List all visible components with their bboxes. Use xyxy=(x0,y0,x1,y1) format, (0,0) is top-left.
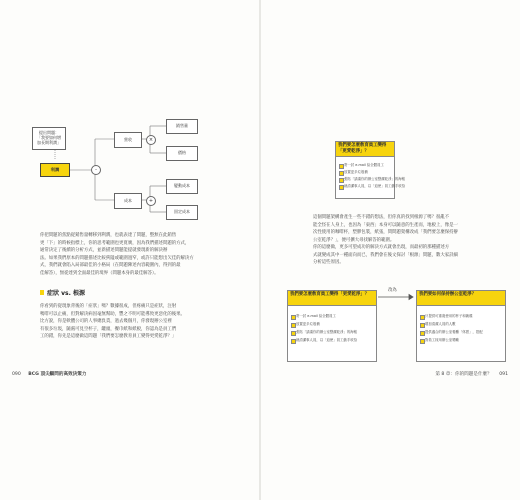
sales-volume-node: 銷售量 xyxy=(166,119,198,134)
callout-line-1: 提出問題： xyxy=(39,130,59,136)
tree-connectors xyxy=(0,0,259,220)
right-page-number: 091 xyxy=(499,372,508,377)
change-arrow xyxy=(261,0,520,500)
section-line: 嗎啡可以止痛，但對解決病因毫無幫助，豐之不明可能導致更惡化的後果。 xyxy=(40,311,185,317)
after-panel xyxy=(416,290,506,362)
left-footer xyxy=(12,371,86,377)
left-body-line: 你把問題的焦點從銷售量轉移到利潤，也就表達了問題，整無在此銷售 xyxy=(40,233,177,238)
left-page-number: 090 xyxy=(12,372,21,377)
book-title: BCG 頂尖顧問的高效決策力 xyxy=(28,372,87,377)
section-line: 工的錯，你先是這麼做這問題「我們要怎麼敎育員工變得更愛乾淨？」 xyxy=(40,334,177,339)
top-panel-title: 我們要怎麼敎育員工變得「更愛乾淨」？ xyxy=(336,142,394,157)
after-item: 對員工採用辦公室獎勵 xyxy=(425,338,459,342)
section-title: 症狀 vs. 根源 xyxy=(47,290,85,297)
right-footer xyxy=(435,371,508,377)
callout-line-2: 「我要如何增 xyxy=(37,135,61,141)
revenue-node: 營收 xyxy=(114,132,142,148)
cost-node: 成本 xyxy=(114,193,142,209)
left-body-line: 更「下」的時候指標上，你的思考範圍也更寬廣，因為我們描述問題的方式， xyxy=(40,240,190,246)
chapter-title: 第 8 章：你的問題是什麼？ xyxy=(435,372,492,377)
section-heading xyxy=(40,288,85,297)
top-panel-item: 放置更多垃圾桶 xyxy=(344,170,368,174)
section-line: 有很多垃圾，隨處可見空杯子，罐頭，餐巾紙和紙板，你認為是員工們 xyxy=(40,326,177,332)
section-line: 比方說，你是軟體公司的人事總負責，過去幾個月，你發現辦公室裡 xyxy=(40,319,172,324)
right-body-line: 次性使用的咖啡杯，塑膠包裝，紙張，問問題架構改成「我們要怎麼保持辦 xyxy=(313,230,458,235)
right-body-line: 分析這些原因。 xyxy=(313,260,344,265)
top-panel-item: 張貼「請讓你的辦公室整潔乾淨」的海報 xyxy=(344,177,406,181)
right-page xyxy=(261,0,520,500)
section-paragraph xyxy=(40,303,185,341)
times-operator: × xyxy=(146,135,156,145)
profit-node: 利潤 xyxy=(40,163,70,177)
top-panel-item: 寄一封 e-mail 給全體員工 xyxy=(344,163,384,167)
left-body-line: 通常決定了後續的分析方式，並新描述問題能提就發現新的解決辦 xyxy=(40,248,168,253)
fixed-cost-node: 固定成本 xyxy=(166,205,198,220)
left-body-line: 式，我們就會陷入局部最佳的小格局（在問題陳述內容範圍內，得到的最 xyxy=(40,263,181,268)
left-body-line: 佳解答），無從達到全面最佳的境界（問題本身的最佳解答）。 xyxy=(40,270,159,276)
change-label: 改為 xyxy=(388,288,397,293)
plus-operator: + xyxy=(146,196,156,206)
problem-callout xyxy=(32,127,66,150)
after-item: 只提供可重複使用的杯子和碗碟 xyxy=(425,314,473,318)
heading-marker xyxy=(40,290,44,295)
right-body-line: 式就變成其中一種面向而已，我們會在後文探討「根源」問題，數大家詳細 xyxy=(313,252,458,258)
before-item: 寄一封 e-mail 給全體員工 xyxy=(296,314,336,318)
after-item: 增加清潔人員的人數 xyxy=(425,322,456,326)
variable-cost-node: 變動成本 xyxy=(166,179,198,194)
before-panel-title: 我們要怎麼敎育員工變得「更愛乾淨」？ xyxy=(288,291,376,306)
after-item: 提供適合的辦公室餐廳「休憩」，搭配 xyxy=(425,330,483,334)
right-body-line: 這個問題架構會產生一些不錯的想法，但你真的找到根源了嗎？很亂不 xyxy=(313,215,450,220)
right-body-line: 能全怪在人身上，也因為「東西」本身可以隨意的生產而，地板上，像是一 xyxy=(313,222,458,228)
top-panel-item: 就清潔事人員，以「迫使」員工動手收拾 xyxy=(344,184,406,188)
left-body-line: 法。如果我們原本的問題描述比較狹隘或範圍過窄，或許只能想出欠佳的解決方 xyxy=(40,255,194,261)
left-body-paragraph xyxy=(40,232,194,277)
before-item: 放置更多垃圾桶 xyxy=(296,322,320,326)
price-node: 價格 xyxy=(166,146,198,161)
section-line: 你看到的從現象背後的「症狀」嗎？數據很成，但疼痛只是症狀，注射 xyxy=(40,304,177,309)
left-page xyxy=(0,0,259,500)
before-item: 就清潔事人員，以「迫使」員工動手收拾 xyxy=(296,338,358,342)
right-body-line: 你的這麼做，更多可望成功的解決方式就會出現，而最初的那種描述方 xyxy=(313,245,450,250)
callout-line-3: 加長期利潤」 xyxy=(37,139,61,145)
minus-operator: - xyxy=(91,165,101,175)
right-body-line: 公室乾淨？」，便可擴大尋找解答的範圍。 xyxy=(313,237,395,243)
after-panel-title: 我們要如何保持辦公室乾淨？ xyxy=(417,291,505,306)
before-item: 張貼「請讓你的辦公室整潔乾淨」的海報 xyxy=(296,330,358,334)
